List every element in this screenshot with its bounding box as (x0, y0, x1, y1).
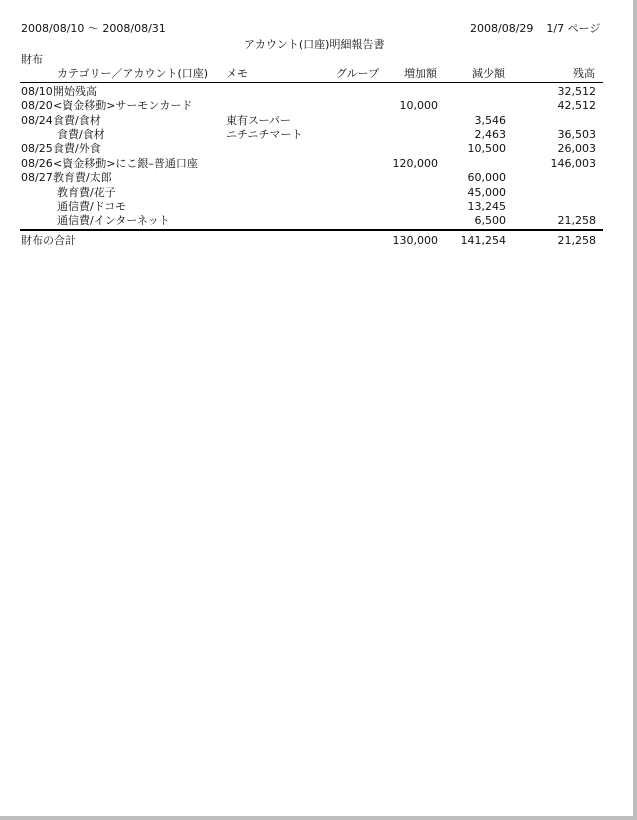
row-category: 教育費/太郎 (53, 171, 112, 184)
row-increase: 120,000 (392, 157, 438, 170)
column-header-memo: メモ (226, 67, 248, 80)
row-increase: 10,000 (399, 99, 438, 112)
row-decrease: 2,463 (474, 128, 506, 141)
column-header-category: カテゴリー／アカウント(口座) (57, 67, 209, 80)
row-memo: 東有スーパー (226, 114, 291, 127)
row-date: 08/27 (21, 171, 53, 184)
row-category: <資金移動>サーモンカード (53, 99, 193, 112)
report-period: 2008/08/10 〜 2008/08/31 (21, 22, 166, 35)
row-category: <資金移動>にこ銀–普通口座 (53, 157, 198, 170)
table-row (0, 99, 633, 113)
table-row (0, 186, 633, 200)
report-print-info (470, 22, 600, 36)
row-memo: ニチニチマート (226, 128, 303, 141)
totals-decrease: 141,254 (460, 234, 506, 247)
row-category: 食費/外食 (53, 142, 101, 155)
row-balance: 36,503 (557, 128, 596, 141)
row-category: 通信費/ドコモ (57, 200, 127, 213)
row-category: 開始残高 (53, 85, 97, 98)
row-date: 08/25 (21, 142, 53, 155)
table-row (0, 171, 633, 185)
row-category: 教育費/花子 (57, 186, 116, 199)
column-header-row (0, 67, 633, 81)
table-row (0, 157, 633, 171)
row-balance: 21,258 (557, 214, 596, 227)
row-decrease: 10,500 (467, 142, 506, 155)
column-header-decrease: 減少額 (472, 67, 505, 80)
row-decrease: 45,000 (467, 186, 506, 199)
row-date: 08/24 (21, 114, 53, 127)
row-balance: 146,003 (550, 157, 596, 170)
row-category: 食費/食材 (57, 128, 105, 141)
totals-label: 財布の合計 (21, 234, 76, 247)
column-header-increase: 増加額 (404, 67, 437, 80)
row-balance: 32,512 (557, 85, 596, 98)
row-balance: 42,512 (557, 99, 596, 112)
totals-increase: 130,000 (392, 234, 438, 247)
row-category: 通信費/インターネット (57, 214, 170, 227)
totals-rule (20, 229, 603, 231)
row-date: 08/20 (21, 99, 53, 112)
row-date: 08/10 (21, 85, 53, 98)
table-row (0, 142, 633, 156)
row-decrease: 3,546 (474, 114, 506, 127)
table-row (0, 214, 633, 228)
account-name: 財布 (21, 53, 43, 66)
printed-date: 2008/08/29 (470, 22, 534, 35)
page-info: 1/7 ページ (546, 22, 601, 35)
header-rule (20, 82, 603, 83)
row-decrease: 6,500 (474, 214, 506, 227)
row-decrease: 13,245 (467, 200, 506, 213)
report-title: アカウント(口座)明細報告書 (244, 38, 385, 51)
row-decrease: 60,000 (467, 171, 506, 184)
totals-balance: 21,258 (557, 234, 596, 247)
column-header-group: グループ (336, 67, 380, 80)
table-row (0, 85, 633, 99)
table-row (0, 128, 633, 142)
totals-row (0, 234, 633, 248)
table-row (0, 114, 633, 128)
row-balance: 26,003 (557, 142, 596, 155)
table-row (0, 200, 633, 214)
row-date: 08/26 (21, 157, 53, 170)
row-category: 食費/食材 (53, 114, 101, 127)
column-header-balance: 残高 (573, 67, 595, 80)
